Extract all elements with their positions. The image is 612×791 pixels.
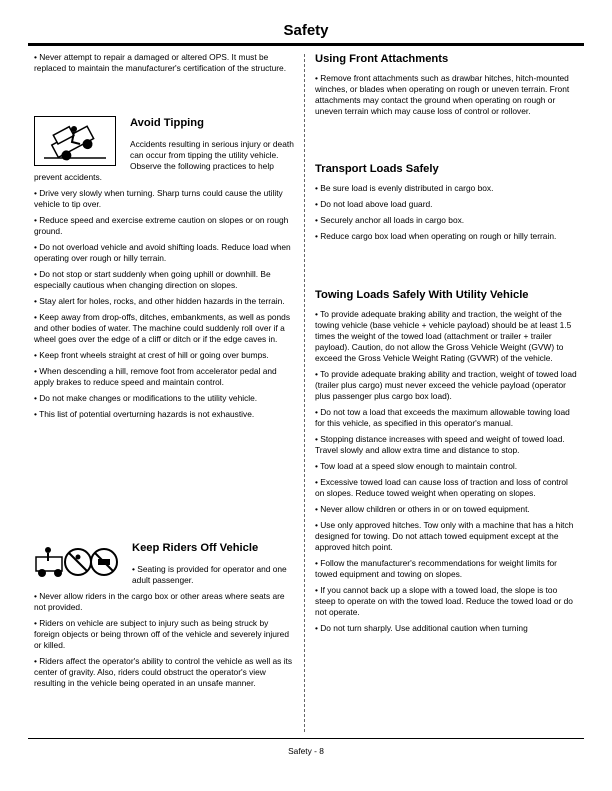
list-item: • Drive very slowly when turning. Sharp turns could cause the utility vehicle to tip over. xyxy=(34,188,283,209)
list-item: • Do not turn sharply. Use additional caution when turning xyxy=(315,623,528,633)
list-item: • Reduce cargo box load when operating on rough or hilly terrain. xyxy=(315,231,557,241)
list-item: • Do not tow a load that exceeds the maximum allowable towing load for this vehicle, as specified in this operator's manual. xyxy=(315,407,570,428)
header-rule xyxy=(28,43,584,46)
ops-repair-note: • Never attempt to repair a damaged or altered OPS. It must be replaced to maintain the manufacturer's certification of the structure. xyxy=(34,52,287,73)
list-item: • Reduce speed and exercise extreme caution on slopes or on rough ground. xyxy=(34,215,289,236)
list-item: • Keep front wheels straight at crest of hill or going over bumps. xyxy=(34,350,269,360)
column-divider xyxy=(304,54,305,732)
list-item: • Never allow riders in the cargo box or other areas where seats are not provided. xyxy=(34,591,285,612)
front-attachments-section xyxy=(315,52,578,122)
avoid-tipping-section xyxy=(34,116,296,425)
list-item: • Seating is provided for operator and one adult passenger. xyxy=(132,564,287,585)
avoid-tipping-heading: Avoid Tipping xyxy=(130,117,204,129)
list-item: • If you cannot back up a slope with a towed load, the slope is too steep to operate on with the towed load. Reduce the towed load or do not operate. xyxy=(315,585,573,617)
transport-loads-section xyxy=(315,162,578,247)
list-item: • When descending a hill, remove foot from accelerator pedal and apply brakes to reduce speed and maintain control. xyxy=(34,366,277,387)
list-item: • Do not overload vehicle and avoid shifting loads. Reduce load when operating over rough or hilly terrain. xyxy=(34,242,291,263)
list-item: • Do not make changes or modifications to the utility vehicle. xyxy=(34,393,258,403)
towing-loads-section xyxy=(315,288,578,639)
list-item: • Remove front attachments such as drawbar hitches, hitch-mounted winches, or blades when operating on rough or uneven terrain. Front attachments may contact the ground when operating on rough or uneven terrain which may cause loss of control or rollover. xyxy=(315,73,570,116)
keep-riders-section xyxy=(34,541,296,694)
towing-loads-heading: Towing Loads Safely With Utility Vehicle xyxy=(315,289,529,301)
list-item: • Securely anchor all loads in cargo box. xyxy=(315,215,465,225)
list-item: • Follow the manufacturer's recommendations for weight limits for towed equipment and towing on slopes. xyxy=(315,558,557,579)
list-item: • Stopping distance increases with speed and weight of towed load. Travel slowly and allow extra time and distance to stop. xyxy=(315,434,565,455)
list-item: • Be sure load is evenly distributed in cargo box. xyxy=(315,183,494,193)
front-attachments-heading: Using Front Attachments xyxy=(315,53,449,65)
list-item: • Never allow children or others in or on towed equipment. xyxy=(315,504,530,514)
list-item: • This list of potential overturning hazards is not exhaustive. xyxy=(34,409,255,419)
list-item: • Excessive towed load can cause loss of traction and loss of control on slopes. Reduce towed weight when operating on slopes. xyxy=(315,477,568,498)
list-item: • Stay alert for holes, rocks, and other hidden hazards in the terrain. xyxy=(34,296,285,306)
list-item: • Do not load above load guard. xyxy=(315,199,433,209)
footer-rule xyxy=(28,738,584,739)
tipping-vehicle-icon xyxy=(34,116,116,166)
ops-note-section xyxy=(34,52,296,79)
list-item: • Riders on vehicle are subject to injury such as being struck by foreign objects or being thrown off of the vehicle and severely injured or killed. xyxy=(34,618,289,650)
no-riders-icon xyxy=(34,541,118,583)
page-header xyxy=(28,18,584,44)
transport-loads-heading: Transport Loads Safely xyxy=(315,163,439,175)
keep-riders-heading: Keep Riders Off Vehicle xyxy=(132,542,259,554)
list-item: • Do not stop or start suddenly when going uphill or downhill. Be especially cautious when changing direction on slopes. xyxy=(34,269,271,290)
list-item: • To provide adequate braking ability and traction, weight of towed load (trailer plus cargo) must never exceed the vehicle payload (operator plus passenger plus cargo box load). xyxy=(315,369,577,401)
avoid-tipping-intro: Accidents resulting in serious injury or death can occur from tipping the utility vehicle. Observe the following practices to help prevent accidents. xyxy=(34,139,294,182)
list-item: • Use only approved hitches. Tow only with a machine that has a hitch designed for towing. Do not attach towed equipment except at the approved hitch point. xyxy=(315,520,574,552)
list-item: • Tow load at a speed slow enough to maintain control. xyxy=(315,461,518,471)
list-item: • Keep away from drop-offs, ditches, embankments, as well as ponds and other bodies of water. The machine could suddenly roll over if a wheel goes over the edge of a cliff or ditch or if the edge caves in. xyxy=(34,312,291,344)
page-title: Safety xyxy=(283,22,329,39)
page-number: Safety - 8 xyxy=(288,746,324,756)
list-item: • Riders affect the operator's ability to control the vehicle as well as its center of gravity. Also, riders could obstruct the operator's view resulting in the vehicle being operated in an unsafe manner. xyxy=(34,656,293,688)
list-item: • To provide adequate braking ability and traction, the weight of the towing vehicle (base vehicle + vehicle payload) should be at least 1.5 times the weight of the towed load (attachment or trailer + trailer payload). Caution, do not allow the Gross Vehicle Weight (GVW) to exceed the Gross Vehicle Weight Rating (GVWR) of the vehicle. xyxy=(315,309,572,363)
